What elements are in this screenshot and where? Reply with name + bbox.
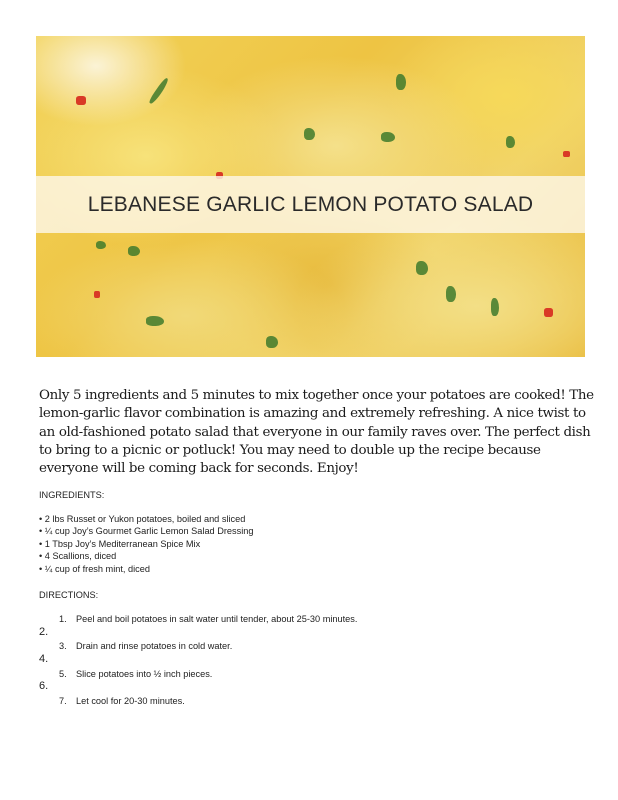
pepper-fleck xyxy=(544,308,553,317)
direction-step-empty: 2. xyxy=(39,625,49,638)
directions-heading: DIRECTIONS: xyxy=(39,590,99,600)
herb-fleck xyxy=(416,261,428,275)
herb-fleck xyxy=(491,298,499,316)
herb-fleck xyxy=(304,128,315,140)
direction-step: 1. Peel and boil potatoes in salt water until tender, about 25-30 minutes. xyxy=(59,614,358,624)
herb-fleck xyxy=(128,246,140,256)
herb-fleck xyxy=(148,77,170,105)
ingredient-item: • ¼ cup of fresh mint, diced xyxy=(39,563,150,574)
direction-step-empty: 4. xyxy=(39,653,49,666)
direction-step-empty: 6. xyxy=(39,680,49,693)
title-band xyxy=(36,176,585,233)
pepper-fleck xyxy=(563,151,570,157)
hero-image xyxy=(36,36,585,357)
herb-fleck xyxy=(146,316,164,326)
ingredient-item: • 2 lbs Russet or Yukon potatoes, boiled and sliced xyxy=(39,514,246,524)
herb-fleck xyxy=(446,286,456,302)
direction-step: 3. Drain and rinse potatoes in cold water. xyxy=(59,641,233,652)
pepper-fleck xyxy=(94,291,100,298)
ingredients-heading: INGREDIENTS: xyxy=(39,490,105,500)
herb-fleck xyxy=(506,136,515,148)
recipe-title: LEBANESE GARLIC LEMON POTATO SALAD xyxy=(87,192,534,216)
direction-step: 7. Let cool for 20-30 minutes. xyxy=(59,696,185,707)
ingredient-item: • 4 Scallions, diced xyxy=(39,551,117,562)
herb-fleck xyxy=(96,241,106,249)
intro-paragraph: Only 5 ingredients and 5 minutes to mix together once your potatoes are cooked! The lemon-garlic flavor combination is amazing and extremely refreshing. A nice twist to an old-fashioned potato salad that everyone in our family raves over. The perfect dish to bring to a picnic or potluck! You may need to double up the recipe because everyone will be coming back for seconds. Enjoy! xyxy=(39,388,594,477)
ingredient-item: • 1 Tbsp Joy’s Mediterranean Spice Mix xyxy=(39,538,201,549)
pepper-fleck xyxy=(76,96,86,105)
ingredient-item: • ¼ cup Joy’s Gourmet Garlic Lemon Salad Dressing xyxy=(39,526,254,537)
directions-list xyxy=(0,612,618,708)
herb-fleck xyxy=(396,74,406,90)
ingredients-list xyxy=(39,513,253,575)
herb-fleck xyxy=(381,132,395,142)
herb-fleck xyxy=(266,336,278,348)
direction-step: 5. Slice potatoes into ½ inch pieces. xyxy=(59,668,213,679)
